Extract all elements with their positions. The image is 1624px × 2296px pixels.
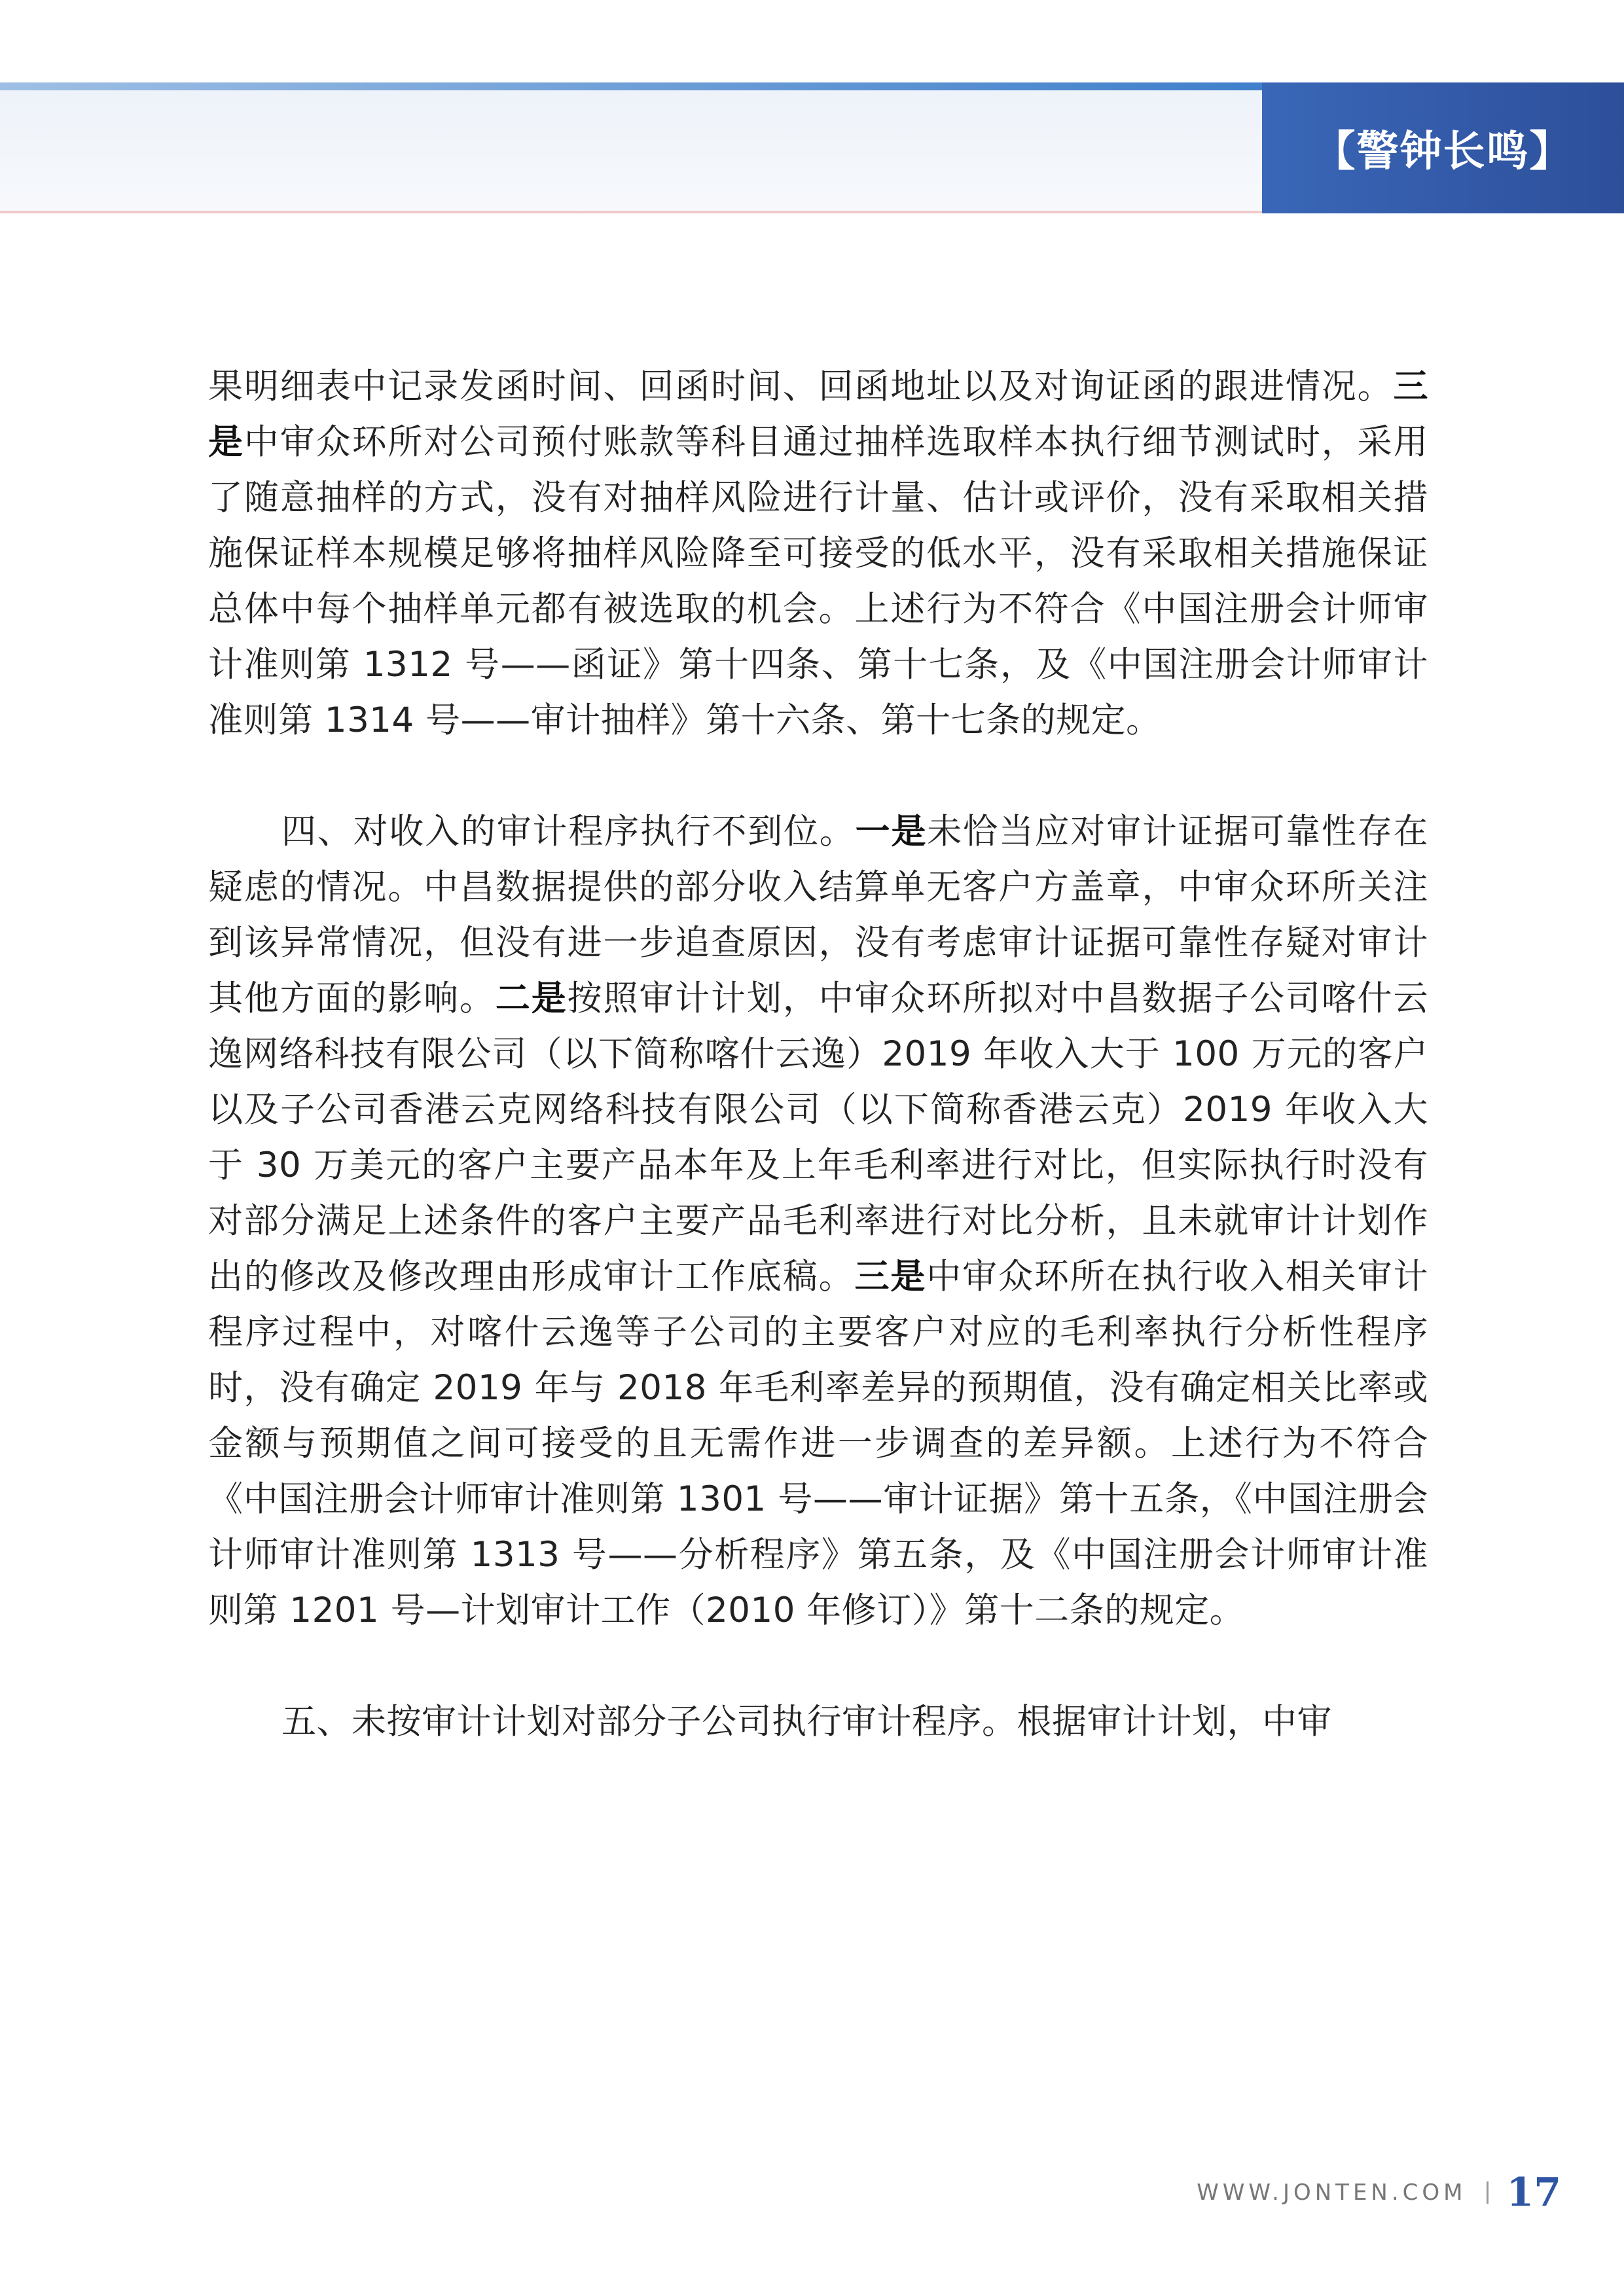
paragraph-text: 中审众环所在执行收入相关审计程序过程中，对喀什云逸等子公司的主要客户对应的毛利率执行分析性程序时，没有确定 2019 年与 2018 年毛利率差异的预期值，没有确定相关比率或金额与预期值之间可接受的且无需作进一步调查的差异额。上述行为不符合《中国注册会计师审计准则第 1301 号——审计证据》第十五条，《中国注册会计师审计准则第 1313 号——分析程序》第五条，及《中国注册会计师审计准则第 1201 号—计划审计工作（2010 年修订）》第十二条的规定。: [208, 1257, 1429, 1630]
paragraph-text: 四、对收入的审计程序执行不到位。: [281, 812, 856, 852]
paragraph-text: 果明细表中记录发函时间、回函时间、回函地址以及对询证函的跟进情况。: [208, 367, 1394, 406]
footer-divider: [1487, 2181, 1489, 2204]
footer-website: WWW.JONTEN.COM: [1197, 2179, 1467, 2206]
paragraph-spacer: [208, 1638, 1428, 1694]
paragraph-text: 五、未按审计计划对部分子公司执行审计程序。根据审计计划，中审: [281, 1702, 1332, 1742]
header-accent-line: [0, 82, 1262, 90]
emphasis-yi-shi: 一是: [855, 812, 928, 852]
emphasis-er-shi: 二是: [495, 978, 568, 1018]
paragraph-continuation: [208, 359, 1428, 748]
page-footer: [1197, 2166, 1561, 2219]
paragraph-spacer: [208, 748, 1428, 804]
paragraph-text: 中审众环所对公司预付账款等科目通过抽样选取样本执行细节测试时，采用了随意抽样的方式，没有对抽样风险进行计量、估计或评价，没有采取相关措施保证样本规模足够将抽样风险降至可接受的低水平，没有采取相关措施保证总体中每个抽样单元都有被选取的机会。上述行为不符合《中国注册会计师审计准则第 1312 号——函证》第十四条、第十七条，及《中国注册会计师审计准则第 1314 号——审计抽样》第十六条、第十七条的规定。: [208, 422, 1429, 740]
paragraph-subsidiary-audit: [208, 1694, 1428, 1749]
header-band: [0, 82, 1262, 213]
page-number: 17: [1506, 2170, 1561, 2215]
body-content: [208, 359, 1428, 1749]
section-tag: [1262, 82, 1624, 213]
paragraph-text: 未恰当应对审计证据可靠性存在疑虑的情况。中昌数据提供的部分收入结算单无客户方盖章，中审众环所关注到该异常情况，但没有进一步追查原因，没有考虑审计证据可靠性存疑对审计其他方面的影响。: [208, 812, 1429, 1018]
emphasis-san-shi: 三是: [208, 367, 1428, 462]
section-tag-label: 【警钟长鸣】: [1313, 127, 1573, 176]
header-underline: [0, 211, 1262, 213]
emphasis-san-shi: 三是: [854, 1257, 927, 1297]
paragraph-revenue-audit: [208, 804, 1428, 1638]
paragraph-text: 按照审计计划，中审众环所拟对中昌数据子公司喀什云逸网络科技有限公司（以下简称喀什云逸）2019 年收入大于 100 万元的客户以及子公司香港云克网络科技有限公司（以下简称香港云克）2019 年收入大于 30 万美元的客户主要产品本年及上年毛利率进行对比，但实际执行时没有对部分满足上述条件的客户主要产品毛利率进行对比分析，且未就审计计划作出的修改及修改理由形成审计工作底稿。: [208, 978, 1429, 1297]
